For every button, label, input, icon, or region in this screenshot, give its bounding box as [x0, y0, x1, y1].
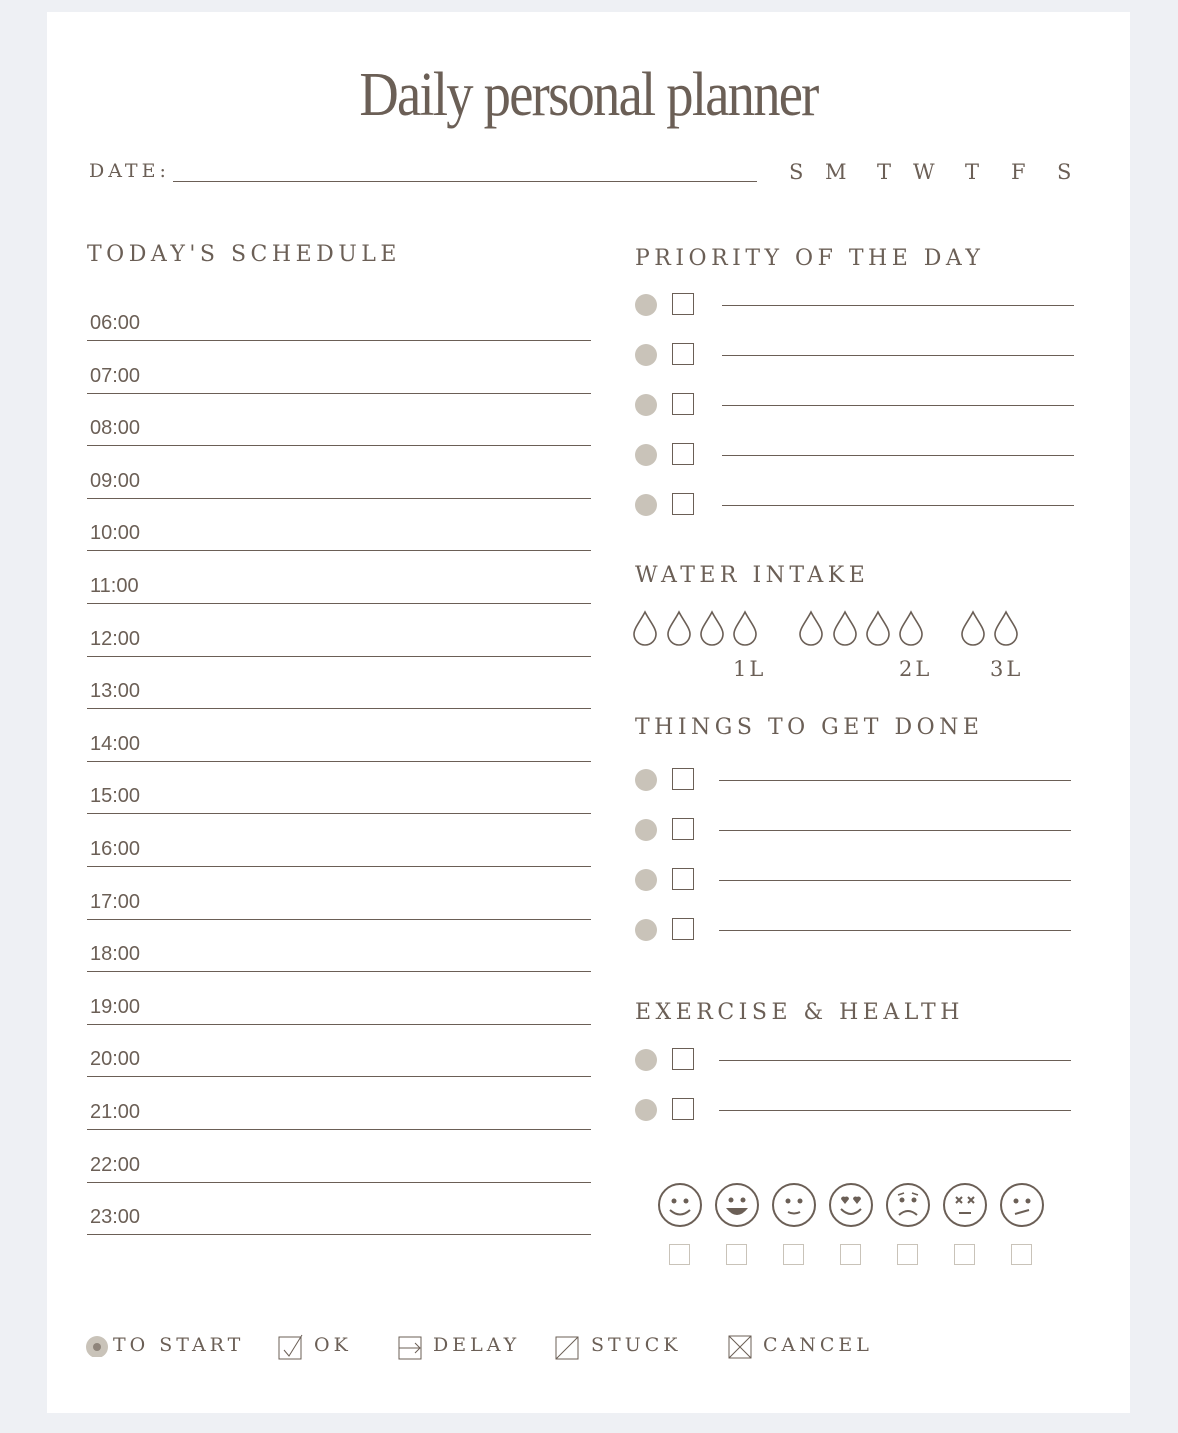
mood-checkbox[interactable]: [726, 1244, 747, 1265]
legend-stuck-label: STUCK: [591, 1334, 682, 1356]
mood-checkbox[interactable]: [897, 1244, 918, 1265]
schedule-line[interactable]: [87, 498, 591, 499]
status-dot-icon: [635, 1099, 657, 1121]
weekday-mon[interactable]: M: [825, 160, 847, 184]
schedule-time: 14:00: [90, 732, 141, 755]
legend-cancel-label: CANCEL: [763, 1334, 873, 1356]
heart-eyes-icon: [828, 1182, 874, 1228]
priority-input-line[interactable]: [722, 355, 1074, 356]
schedule-line[interactable]: [87, 1234, 591, 1235]
weekday-wed[interactable]: W: [913, 160, 935, 184]
schedule-row[interactable]: [87, 931, 591, 972]
exercise-input-line[interactable]: [719, 1110, 1071, 1111]
status-dot-icon: [635, 494, 657, 516]
dizzy-icon: [942, 1182, 988, 1228]
exercise-title: EXERCISE & HEALTH: [635, 1000, 964, 1025]
schedule-time: 20:00: [90, 1048, 141, 1071]
schedule-time: 18:00: [90, 943, 141, 966]
water-drop-icon[interactable]: [798, 610, 824, 646]
priority-row: [635, 393, 1075, 419]
priority-checkbox[interactable]: [672, 293, 694, 315]
water-title: WATER INTAKE: [635, 563, 870, 588]
checked-box-icon: [278, 1333, 304, 1361]
exercise-input-line[interactable]: [719, 1060, 1071, 1061]
exercise-row: [635, 1048, 1075, 1074]
schedule-row[interactable]: [87, 773, 591, 814]
water-marker-2l: 2L: [899, 657, 933, 681]
schedule-row[interactable]: [87, 668, 591, 709]
schedule-line[interactable]: [87, 393, 591, 394]
water-drop-icon[interactable]: [865, 610, 891, 646]
schedule-row[interactable]: [87, 458, 591, 499]
schedule-row[interactable]: [87, 300, 591, 341]
water-drops: [632, 610, 1072, 650]
schedule-time: 09:00: [90, 469, 141, 492]
things-title: THINGS TO GET DONE: [635, 715, 984, 740]
weekday-sun[interactable]: S: [789, 160, 804, 184]
things-row: [635, 818, 1075, 844]
schedule-line[interactable]: [87, 550, 591, 551]
schedule-time: 06:00: [90, 312, 141, 334]
neutral-smile-icon: [771, 1182, 817, 1228]
weekday-fri[interactable]: F: [1011, 160, 1026, 184]
weekday-tue[interactable]: T: [877, 160, 892, 184]
schedule-line[interactable]: [87, 1129, 591, 1130]
weekday-selector: [789, 160, 1074, 184]
legend-delay-label: DELAY: [433, 1334, 521, 1356]
things-checkbox[interactable]: [672, 818, 694, 840]
x-box-icon: [728, 1333, 754, 1361]
schedule-line[interactable]: [87, 1076, 591, 1077]
schedule-time: 10:00: [90, 522, 141, 545]
water-marker-1l: 1L: [733, 657, 767, 681]
things-input-line[interactable]: [719, 880, 1071, 881]
to-start-dot-icon: [85, 1333, 109, 1357]
water-marker-3l: 3L: [990, 657, 1024, 681]
schedule-line[interactable]: [87, 761, 591, 762]
exercise-checkbox[interactable]: [672, 1048, 694, 1070]
schedule-time: 16:00: [90, 838, 141, 860]
confused-icon: [999, 1182, 1045, 1228]
priority-row: [635, 443, 1075, 469]
mood-checkbox[interactable]: [783, 1244, 804, 1265]
priority-title: PRIORITY OF THE DAY: [635, 246, 985, 271]
priority-input-line[interactable]: [722, 455, 1074, 456]
water-drop-icon[interactable]: [898, 610, 924, 646]
schedule-row[interactable]: [87, 1089, 591, 1130]
schedule-line[interactable]: [87, 445, 591, 446]
schedule-time: 19:00: [90, 995, 141, 1018]
schedule-line[interactable]: [87, 1024, 591, 1025]
schedule-line[interactable]: [87, 656, 591, 657]
schedule-row[interactable]: [87, 826, 591, 867]
schedule-row[interactable]: [87, 1194, 591, 1235]
schedule-row[interactable]: [87, 984, 591, 1025]
things-checkbox[interactable]: [672, 868, 694, 890]
mood-checkbox[interactable]: [954, 1244, 975, 1265]
schedule-time: 22:00: [90, 1153, 141, 1176]
priority-input-line[interactable]: [722, 305, 1074, 306]
schedule-time: 17:00: [90, 890, 141, 913]
things-checkbox[interactable]: [672, 768, 694, 790]
smile-icon: [657, 1182, 703, 1228]
date-field[interactable]: [173, 181, 757, 182]
status-legend: [47, 1330, 1130, 1366]
water-drop-icon[interactable]: [732, 610, 758, 646]
weekday-thu[interactable]: T: [965, 160, 980, 184]
date-label: DATE:: [89, 160, 170, 182]
things-row: [635, 768, 1075, 794]
schedule-time: 11:00: [90, 575, 139, 597]
status-dot-icon: [635, 1049, 657, 1071]
arrow-box-icon: [398, 1333, 424, 1361]
schedule-line[interactable]: [87, 813, 591, 814]
status-dot-icon: [635, 769, 657, 791]
water-drop-icon[interactable]: [832, 610, 858, 646]
priority-checkbox[interactable]: [672, 393, 694, 415]
things-input-line[interactable]: [719, 930, 1071, 931]
exercise-row: [635, 1098, 1075, 1124]
status-dot-icon: [635, 819, 657, 841]
priority-input-line[interactable]: [722, 405, 1074, 406]
schedule-line[interactable]: [87, 1182, 591, 1183]
schedule-row[interactable]: [87, 616, 591, 657]
schedule-time: 23:00: [90, 1206, 141, 1229]
schedule-line[interactable]: [87, 919, 591, 920]
legend-ok-label: OK: [314, 1334, 352, 1356]
schedule-row[interactable]: [87, 353, 591, 394]
schedule-line[interactable]: [87, 603, 591, 604]
water-drop-icon[interactable]: [960, 610, 986, 646]
status-dot-icon: [635, 294, 657, 316]
exercise-checkbox[interactable]: [672, 1098, 694, 1120]
water-drop-icon[interactable]: [632, 610, 658, 646]
schedule-time: 15:00: [90, 785, 141, 808]
mood-checkbox[interactable]: [840, 1244, 861, 1265]
mood-checkbox[interactable]: [669, 1244, 690, 1265]
status-dot-icon: [635, 394, 657, 416]
weekday-sat[interactable]: S: [1057, 160, 1072, 184]
mood-tracker: [657, 1182, 1057, 1282]
priority-checkbox[interactable]: [672, 493, 694, 515]
things-input-line[interactable]: [719, 830, 1071, 831]
status-dot-icon: [635, 869, 657, 891]
schedule-title: TODAY'S SCHEDULE: [87, 242, 401, 267]
water-drop-icon[interactable]: [993, 610, 1019, 646]
grin-icon: [714, 1182, 760, 1228]
schedule-row[interactable]: [87, 1036, 591, 1077]
page-title: Daily personal planner: [359, 61, 818, 129]
schedule-time: 13:00: [90, 680, 141, 703]
things-input-line[interactable]: [719, 780, 1071, 781]
schedule-row[interactable]: [87, 405, 591, 446]
schedule-row[interactable]: [87, 563, 591, 604]
schedule-time: 07:00: [90, 364, 141, 387]
status-dot-icon: [635, 444, 657, 466]
things-row: [635, 918, 1075, 944]
planner-page: [47, 12, 1130, 1413]
water-drop-icon[interactable]: [699, 610, 725, 646]
schedule-row[interactable]: [87, 1142, 591, 1183]
schedule-line[interactable]: [87, 866, 591, 867]
mood-checkbox[interactable]: [1011, 1244, 1032, 1265]
slash-box-icon: [555, 1333, 581, 1361]
priority-input-line[interactable]: [722, 505, 1074, 506]
schedule-time: 08:00: [90, 417, 141, 440]
priority-row: [635, 343, 1075, 369]
priority-checkbox[interactable]: [672, 443, 694, 465]
things-row: [635, 868, 1075, 894]
schedule-time: 12:00: [90, 627, 141, 650]
status-dot-icon: [635, 919, 657, 941]
schedule-line[interactable]: [87, 708, 591, 709]
legend-to-start-label: TO START: [113, 1334, 245, 1356]
schedule-row[interactable]: [87, 721, 591, 762]
water-drop-icon[interactable]: [666, 610, 692, 646]
priority-checkbox[interactable]: [672, 343, 694, 365]
schedule-row[interactable]: [87, 879, 591, 920]
status-dot-icon: [635, 344, 657, 366]
frown-icon: [885, 1182, 931, 1228]
schedule-line[interactable]: [87, 971, 591, 972]
things-checkbox[interactable]: [672, 918, 694, 940]
schedule-time: 21:00: [90, 1101, 141, 1123]
schedule-line[interactable]: [87, 340, 591, 341]
priority-row: [635, 493, 1075, 519]
priority-row: [635, 293, 1075, 319]
schedule-row[interactable]: [87, 510, 591, 551]
